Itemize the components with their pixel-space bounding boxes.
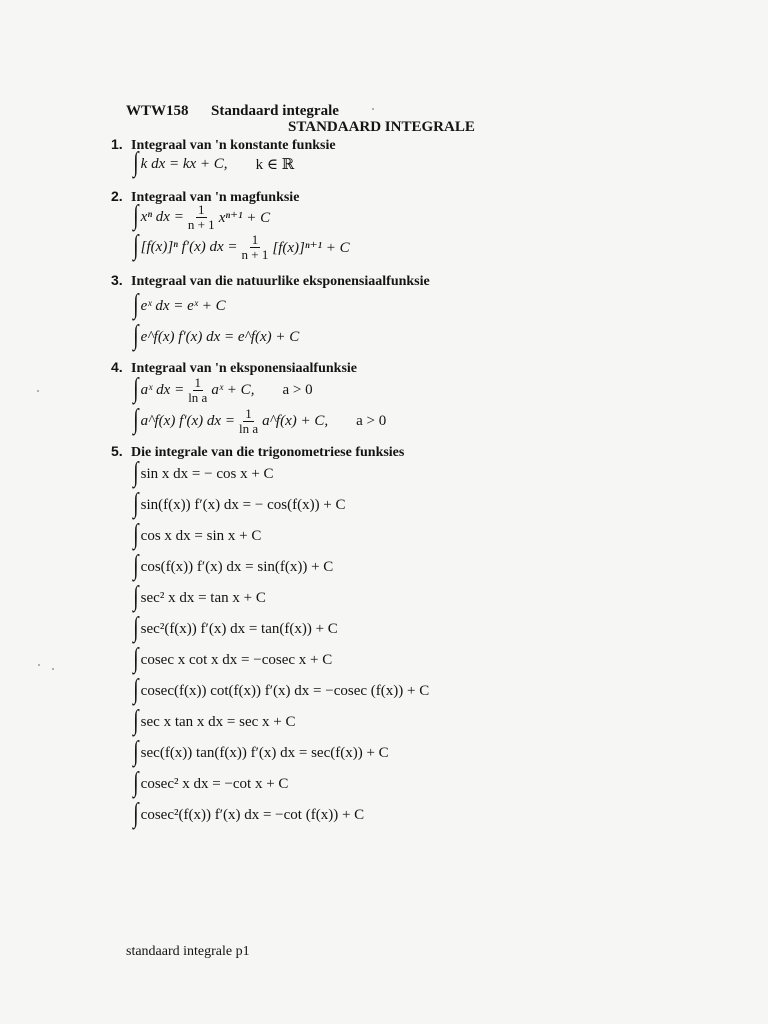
integral-sign-icon: ∫: [133, 550, 139, 581]
integral-sign-icon: ∫: [133, 674, 139, 705]
integral-sign-icon: ∫: [133, 705, 139, 736]
integral-sign-icon: ∫: [133, 519, 139, 550]
scan-speck: [372, 108, 374, 110]
header-subtitle: Standaard integrale: [211, 103, 339, 119]
equation-3a: ∫ eˣ dx = eˣ + C: [133, 289, 226, 320]
trig-eq-4: ∫ cos(f(x)) f′(x) dx = sin(f(x)) + C: [133, 550, 334, 581]
trig-eq-3: ∫ cos x dx = sin x + C: [133, 519, 262, 550]
section-2-heading: 2. Integraal van 'n magfunksie: [111, 188, 300, 205]
integral-sign-icon: ∫: [133, 612, 139, 643]
section-5-heading: 5. Die integrale van die trigonometriese funksies: [111, 443, 405, 460]
equation-4a: ∫ aˣ dx = $\frac{1}{\text{ln a}}$ aˣ + C, a > 0: [133, 373, 313, 405]
course-code: WTW158: [126, 103, 189, 119]
integral-sign-icon: ∫: [133, 798, 139, 829]
integral-sign-icon: ∫: [133, 736, 139, 767]
fraction: $\frac{1}{\text{ln a}}$: [238, 406, 259, 436]
fraction: $\frac{1}{n + 1}$: [187, 202, 215, 232]
integral-sign-icon: ∫: [133, 457, 139, 488]
integral-sign-icon: ∫: [133, 404, 139, 436]
equation-1a: ∫ k dx = kx + C, k ∈ ℝ: [133, 147, 295, 178]
equation-3b: ∫ e^f(x) f′(x) dx = e^f(x) + C: [133, 320, 300, 351]
integral-sign-icon: ∫: [133, 147, 139, 178]
trig-eq-6: ∫ sec²(f(x)) f′(x) dx = tan(f(x)) + C: [133, 612, 338, 643]
section-1-heading: 1. Integraal van 'n konstante funksie: [111, 136, 336, 153]
trig-eq-10: ∫ sec(f(x)) tan(f(x)) f′(x) dx = sec(f(x)) + C: [133, 736, 389, 767]
page-footer: standaard integrale p1: [126, 944, 250, 959]
integral-sign-icon: ∫: [133, 581, 139, 612]
integral-sign-icon: ∫: [133, 230, 139, 262]
trig-eq-11: ∫ cosec² x dx = −cot x + C: [133, 767, 289, 798]
integral-sign-icon: ∫: [133, 200, 139, 232]
equation-2a: ∫ xⁿ dx = $\frac{1}{n + 1}$ xⁿ⁺¹ + C: [133, 200, 271, 232]
equation-2b: ∫ [f(x)]ⁿ f′(x) dx = $\frac{1}{n + 1}$ [f(x)]ⁿ⁺¹ + C: [133, 230, 350, 262]
integral-sign-icon: ∫: [133, 767, 139, 798]
fraction: $\frac{1}{\text{ln a}}$: [188, 375, 208, 405]
trig-eq-7: ∫ cosec x cot x dx = −cosec x + C: [133, 643, 333, 674]
trig-eq-12: ∫ cosec²(f(x)) f′(x) dx = −cot (f(x)) + C: [133, 798, 365, 829]
trig-eq-9: ∫ sec x tan x dx = sec x + C: [133, 705, 296, 736]
page-title: STANDAARD INTEGRALE: [288, 119, 475, 135]
integral-sign-icon: ∫: [133, 289, 139, 320]
trig-eq-2: ∫ sin(f(x)) f′(x) dx = − cos(f(x)) + C: [133, 488, 346, 519]
scan-speck: [52, 668, 54, 670]
scan-speck: [38, 664, 40, 666]
section-3-heading: 3. Integraal van die natuurlike eksponensiaalfunksie: [111, 272, 430, 289]
integral-sign-icon: ∫: [133, 373, 139, 405]
trig-eq-5: ∫ sec² x dx = tan x + C: [133, 581, 266, 612]
fraction: $\frac{1}{n + 1}$: [241, 232, 269, 262]
equation-4b: ∫ a^f(x) f′(x) dx = $\frac{1}{\text{ln a}}$ a^f(x) + C, a > 0: [133, 404, 387, 436]
scan-speck: [37, 390, 39, 392]
trig-eq-1: ∫ sin x dx = − cos x + C: [133, 457, 274, 488]
integral-sign-icon: ∫: [133, 320, 139, 351]
section-4-heading: 4. Integraal van 'n eksponensiaalfunksie: [111, 359, 357, 376]
trig-eq-8: ∫ cosec(f(x)) cot(f(x)) f′(x) dx = −cosec (f(x)) + C: [133, 674, 430, 705]
integral-sign-icon: ∫: [133, 643, 139, 674]
integral-sign-icon: ∫: [133, 488, 139, 519]
